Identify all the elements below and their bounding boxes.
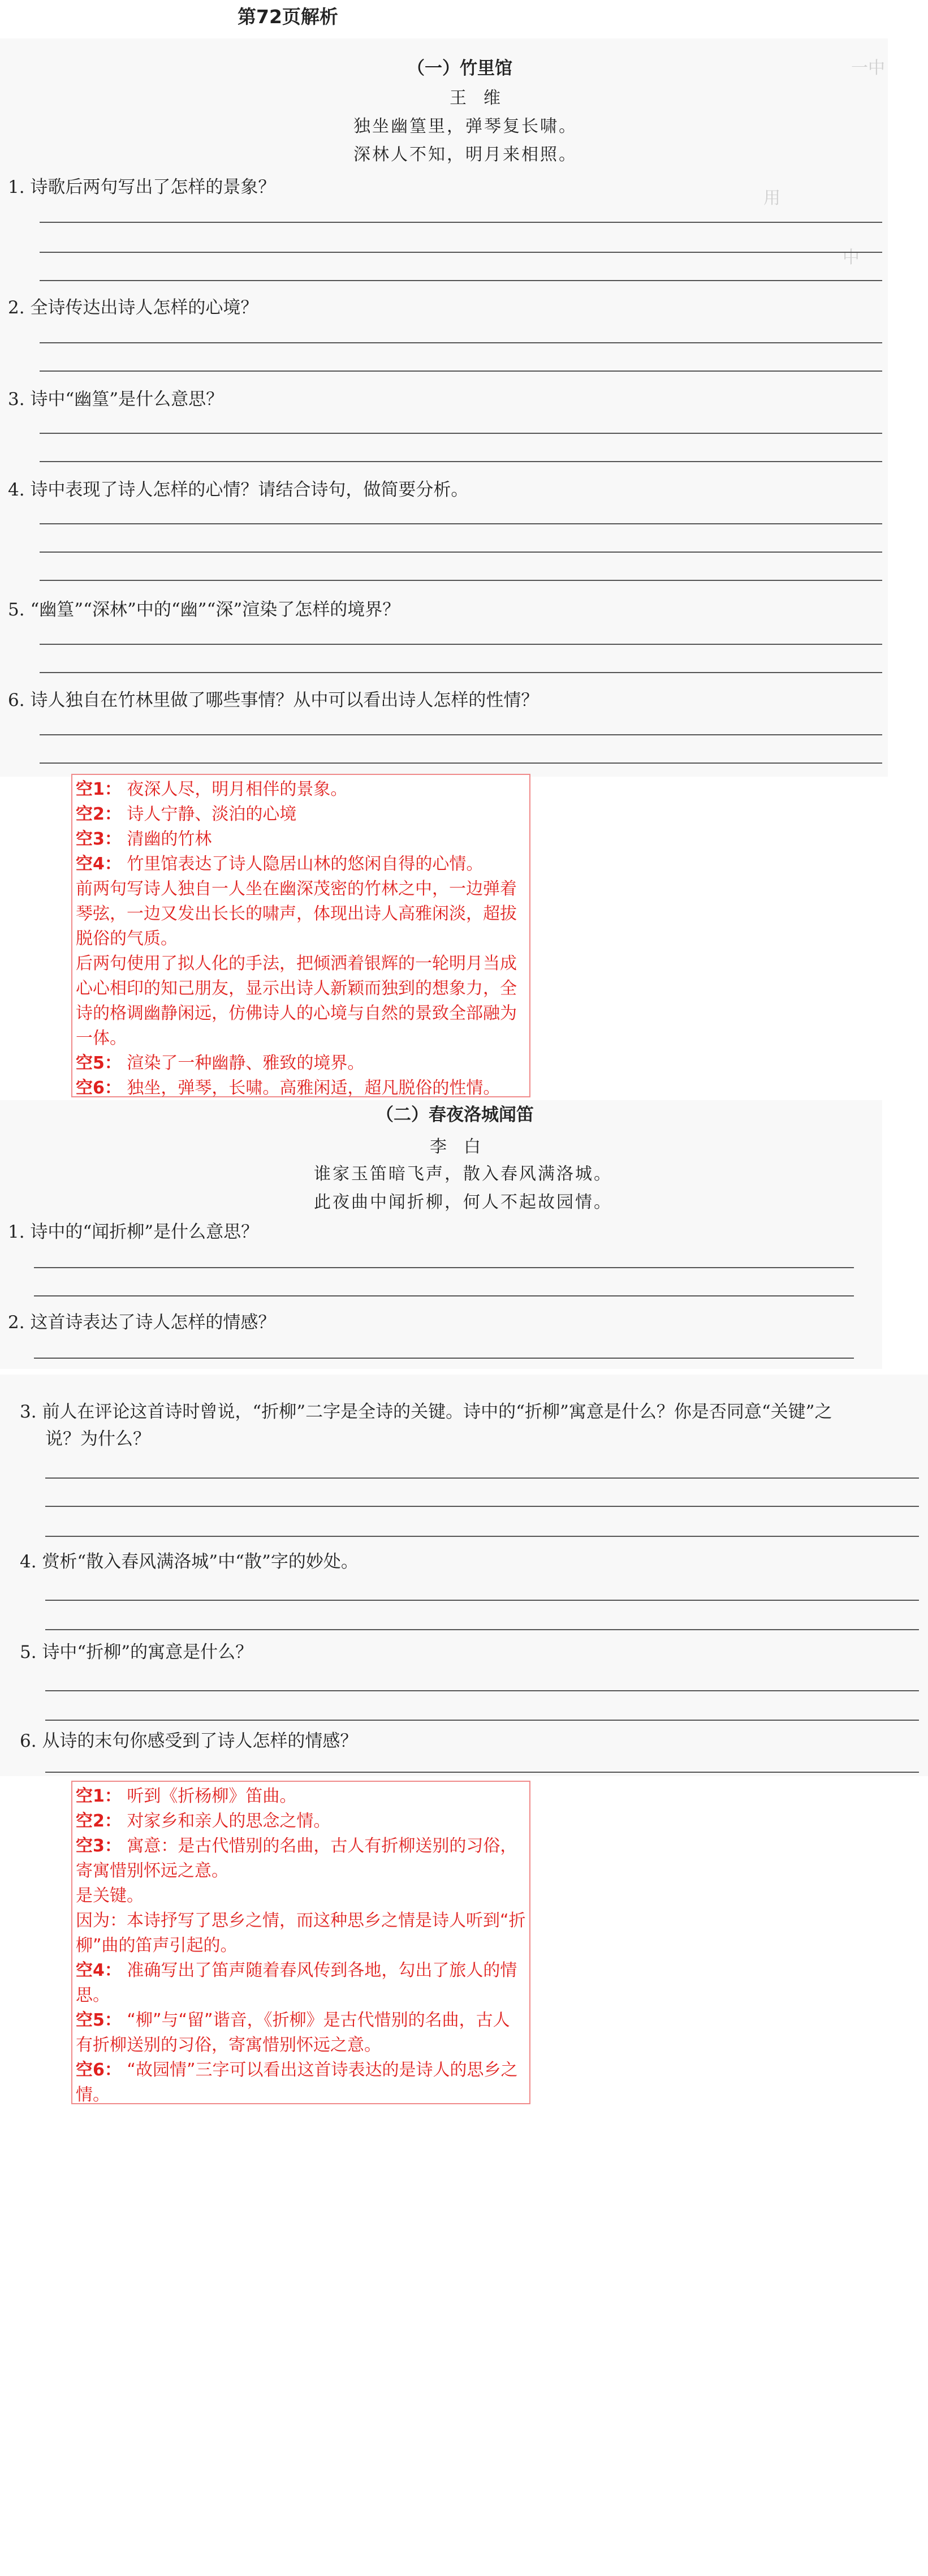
answer-text: 渲染了一种幽静、雅致的境界。 (127, 1053, 365, 1073)
answer-item (76, 1051, 526, 1076)
question-number: 1. (8, 177, 25, 197)
question-1 (8, 173, 275, 198)
poem2-question-1 (8, 1217, 258, 1243)
question-number: 2. (8, 298, 25, 318)
answer-line[interactable] (40, 644, 882, 645)
question-number: 4. (8, 480, 25, 500)
page-title: 第72页解析 (238, 6, 338, 28)
answer-text: 是关键。 (76, 1886, 144, 1906)
answer-line[interactable] (45, 1772, 919, 1773)
question-text: 这首诗表达了诗人怎样的情感？ (30, 1312, 276, 1333)
question-number: 2. (8, 1312, 25, 1333)
answer-item (76, 777, 526, 802)
answer-line[interactable] (40, 433, 882, 434)
answer-line[interactable] (45, 1506, 919, 1507)
answer-label: 空2： (76, 804, 122, 824)
answer-box-poem1 (71, 774, 530, 1097)
answer-line[interactable] (45, 1690, 919, 1691)
answer-text: 夜深人尽，明月相伴的景象。 (127, 779, 348, 799)
answer-item (76, 2058, 526, 2108)
question-text: 诗中“幽篁”是什么意思？ (30, 389, 224, 410)
question-4 (8, 475, 468, 501)
question-number: 5. (20, 1642, 37, 1662)
answer-text: “故园情”三字可以看出这首诗表达的是诗人的思乡之情。 (76, 2060, 518, 2105)
answer-line[interactable] (40, 580, 882, 581)
answer-label: 空1： (76, 779, 122, 799)
question-number: 5. (8, 600, 25, 620)
question-text: 诗歌后两句写出了怎样的景象？ (30, 177, 276, 197)
answer-label: 空5： (76, 2010, 122, 2030)
answer-label: 空3： (76, 1836, 122, 1856)
poem1-line-2: 深林人不知，明月来相照。 (353, 145, 577, 165)
answer-item (76, 827, 526, 852)
answer-item (76, 951, 526, 1051)
answer-label: 空4： (76, 1961, 122, 1980)
question-number: 4. (20, 1552, 37, 1572)
answer-line[interactable] (40, 280, 882, 281)
poem1-title: （一）竹里馆 (407, 58, 512, 79)
answer-line[interactable] (40, 734, 882, 735)
answer-text: 后两句使用了拟人化的手法，把倾洒着银辉的一轮明月当成心心相印的知己朋友，显示出诗人新颖而独到的想象力，全诗的格调幽静闲远，仿佛诗人的心境与自然的景致全部融为一体。 (76, 954, 517, 1048)
question-text: “幽篁”“深林”中的“幽”“深”渲染了怎样的境界？ (30, 600, 400, 620)
question-number: 3. (20, 1402, 37, 1422)
question-text: 前人在评论这首诗时曾说，“折柳”二字是全诗的关键。诗中的“折柳”寓意是什么？你是否同意“关键”之 (42, 1402, 832, 1422)
answer-text: 清幽的竹林 (127, 829, 212, 849)
bleed-text: 一中 (851, 58, 885, 78)
answer-label: 空5： (76, 1053, 122, 1073)
answer-line[interactable] (45, 1600, 919, 1601)
question-text: 诗中表现了诗人怎样的心情？请结合诗句，做简要分析。 (30, 480, 469, 500)
poem1-line-1: 独坐幽篁里，弹琴复长啸。 (353, 117, 577, 136)
answer-item (76, 1784, 526, 1809)
answer-label: 空2： (76, 1811, 122, 1831)
answer-item (76, 877, 526, 951)
answer-line[interactable] (34, 1267, 854, 1268)
bleed-text: 中 (843, 248, 860, 268)
answer-item (76, 852, 526, 877)
question-3 (8, 385, 223, 410)
poem2-question-3-cont: 说？为什么？ (45, 1429, 150, 1449)
answer-line[interactable] (40, 672, 882, 673)
answer-line[interactable] (40, 552, 882, 553)
answer-item (76, 1834, 526, 1884)
poem2-question-6 (20, 1726, 357, 1752)
answer-text: “柳”与“留”谐音，《折柳》是古代惜别的名曲，古人有折柳送别的习俗，寄寓惜别怀远之意。 (76, 2010, 510, 2055)
answer-line[interactable] (40, 371, 882, 372)
question-text: 诗中的“闻折柳”是什么意思？ (30, 1222, 259, 1242)
answer-text: 诗人宁静、淡泊的心境 (127, 804, 297, 824)
answer-item (76, 2008, 526, 2058)
answer-text: 因为：本诗抒写了思乡之情，而这种思乡之情是诗人听到“折柳”曲的笛声引起的。 (76, 1911, 526, 1955)
answer-text: 竹里馆表达了诗人隐居山林的悠闲自得的心情。 (127, 854, 484, 874)
poem2-question-2 (8, 1308, 275, 1333)
question-number: 6. (8, 690, 25, 710)
question-number: 1. (8, 1222, 25, 1242)
poem2-author: 李白 (430, 1137, 498, 1157)
question-text: 诗人独自在竹林里做了哪些事情？从中可以看出诗人怎样的性情？ (30, 690, 539, 710)
answer-line[interactable] (45, 1477, 919, 1479)
answer-line[interactable] (40, 461, 882, 462)
question-number: 3. (8, 389, 25, 410)
poem2-question-3 (20, 1397, 832, 1423)
poem2-line-1: 谁家玉笛暗飞声，散入春风满洛城。 (314, 1164, 612, 1184)
answer-line[interactable] (40, 763, 882, 764)
answer-item (76, 1909, 526, 1958)
answer-line[interactable] (34, 1295, 854, 1296)
poem2-title: （二）春夜洛城闻笛 (376, 1105, 534, 1125)
answer-label: 空6： (76, 1078, 122, 1098)
bleed-text: 用 (763, 188, 780, 208)
answer-label: 空3： (76, 829, 122, 849)
answer-line[interactable] (40, 252, 882, 253)
answer-line[interactable] (40, 342, 882, 343)
answer-item (76, 1884, 526, 1909)
poem2-question-4 (20, 1547, 359, 1573)
question-text: 全诗传达出诗人怎样的心境？ (30, 298, 258, 318)
question-6 (8, 686, 538, 711)
answer-line[interactable] (40, 222, 882, 223)
answer-text: 寓意：是古代惜别的名曲，古人有折柳送别的习俗，寄寓惜别怀远之意。 (76, 1836, 517, 1881)
answer-line[interactable] (45, 1536, 919, 1537)
answer-line[interactable] (40, 523, 882, 524)
answer-item (76, 1958, 526, 2008)
poem1-author: 王维 (450, 88, 517, 108)
question-2 (8, 293, 258, 318)
answer-box-poem2 (71, 1781, 530, 2104)
answer-text: 独坐，弹琴，长啸。高雅闲适，超凡脱俗的性情。 (127, 1078, 500, 1098)
question-text: 从诗的末句你感受到了诗人怎样的情感？ (42, 1731, 358, 1751)
question-text: 诗中“折柳”的寓意是什么？ (42, 1642, 253, 1662)
answer-item (76, 1809, 526, 1834)
answer-line[interactable] (45, 1720, 919, 1721)
poem2-line-2: 此夜曲中闻折柳，何人不起故园情。 (314, 1192, 612, 1212)
answer-label: 空6： (76, 2060, 122, 2080)
poem2-question-5 (20, 1638, 253, 1663)
question-text: 赏析“散入春风满洛城”中“散”字的妙处。 (42, 1552, 359, 1572)
answer-text: 对家乡和亲人的思念之情。 (127, 1811, 331, 1831)
answer-item (76, 1076, 526, 1101)
answer-line[interactable] (45, 1629, 919, 1630)
question-number: 6. (20, 1731, 37, 1751)
answer-text: 准确写出了笛声随着春风传到各地，勾出了旅人的情思。 (76, 1961, 517, 2005)
answer-text: 前两句写诗人独自一人坐在幽深茂密的竹林之中，一边弹着琴弦，一边又发出长长的啸声，体现出诗人高雅闲淡，超拔脱俗的气质。 (76, 879, 517, 949)
answer-label: 空1： (76, 1786, 122, 1806)
answer-item (76, 802, 526, 827)
answer-line[interactable] (34, 1358, 854, 1359)
answer-text: 听到《折杨柳》笛曲。 (127, 1786, 297, 1806)
answer-label: 空4： (76, 854, 122, 874)
question-5 (8, 595, 400, 621)
